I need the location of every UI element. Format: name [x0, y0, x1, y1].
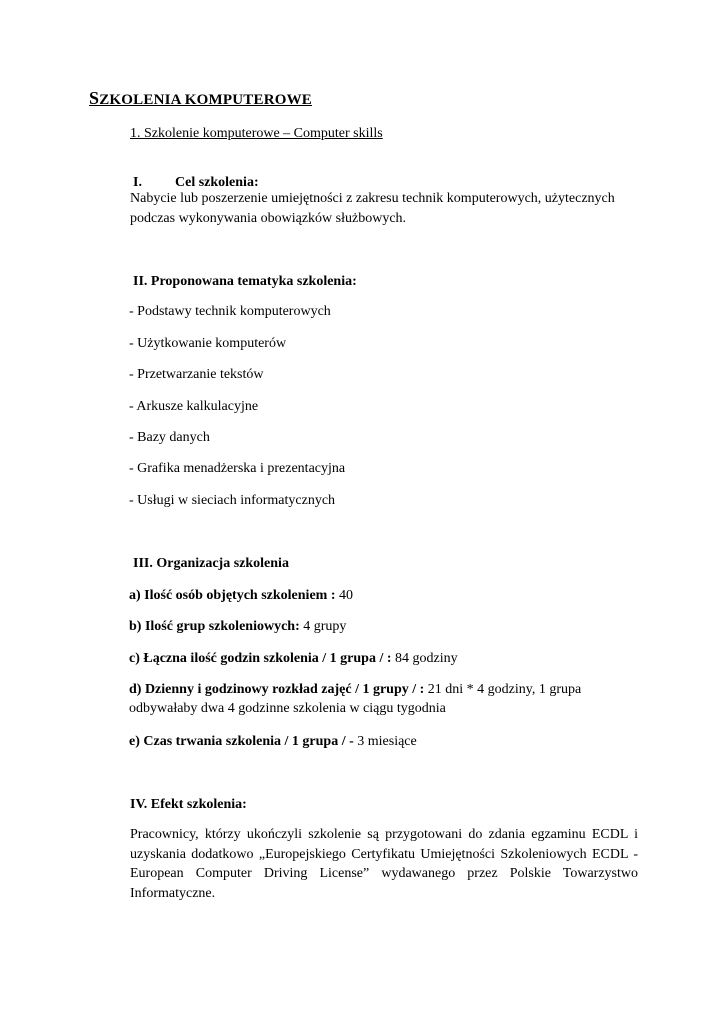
org-item-b-label: b) Ilość grup szkoleniowych:	[129, 619, 300, 634]
page-title	[89, 88, 312, 109]
org-item-a	[129, 587, 353, 605]
topic-item: - Usługi w sieciach informatycznych	[129, 493, 336, 508]
org-item-c-value: 84 godziny	[395, 651, 458, 666]
section4-paragraph: Pracownicy, którzy ukończyli szkolenie są przygotowani do zdania egzaminu ECDL i uzyskania dodatkowo „Europejskiego Certyfikatu Umiejętności Szkoleniowych ECDL - European Computer Driving License” wydawanego przez Polskie Towarzystwo Informatyczne.	[130, 827, 638, 901]
title-first-letter: S	[89, 88, 100, 108]
org-item-d-line2: odbywałaby dwa 4 godzinne szkolenia w ciągu tygodnia	[129, 701, 446, 716]
section2-heading: II. Proponowana tematyka szkolenia:	[133, 274, 357, 289]
org-item-e-label: e) Czas trwania szkolenia / 1 grupa / -	[129, 734, 358, 749]
org-item-d	[129, 681, 581, 699]
org-item-c	[129, 650, 458, 668]
org-item-b	[129, 618, 346, 636]
section3-heading: III. Organizacja szkolenia	[133, 556, 289, 571]
org-item-d-label: d) Dzienny i godzinowy rozkład zajęć / 1 grupy / :	[129, 682, 428, 697]
topic-item: - Grafika menadżerska i prezentacyjna	[129, 461, 346, 476]
section1-number: I.	[133, 175, 142, 190]
section1-heading: Cel szkolenia:	[175, 175, 259, 190]
topic-item: - Podstawy technik komputerowych	[129, 304, 331, 319]
topic-item: - Przetwarzanie tekstów	[129, 367, 264, 382]
topic-item: - Użytkowanie komputerów	[129, 336, 287, 351]
org-item-e	[129, 733, 417, 751]
section4-heading: IV. Efekt szkolenia:	[130, 797, 247, 812]
section1-line1: Nabycie lub poszerzenie umiejętności z zakresu technik komputerowych, użytecznych	[130, 191, 615, 206]
subtitle: 1. Szkolenie komputerowe – Computer skills	[130, 126, 383, 141]
org-item-b-value: 4 grupy	[299, 619, 347, 634]
topic-item: - Bazy danych	[129, 430, 210, 445]
org-item-a-value: 40	[339, 588, 353, 603]
org-item-d-value: 21 dni * 4 godziny, 1 grupa	[427, 682, 582, 697]
topic-item: - Arkusze kalkulacyjne	[129, 399, 259, 414]
title-rest: ZKOLENIA KOMPUTEROWE	[99, 92, 312, 108]
section1-line2: podczas wykonywania obowiązków służbowych.	[130, 211, 407, 226]
org-item-a-label: a) Ilość osób objętych szkoleniem :	[129, 588, 339, 603]
org-item-e-value: 3 miesiące	[357, 734, 417, 749]
org-item-c-label: c) Łączna ilość godzin szkolenia / 1 grupa / :	[129, 651, 395, 666]
